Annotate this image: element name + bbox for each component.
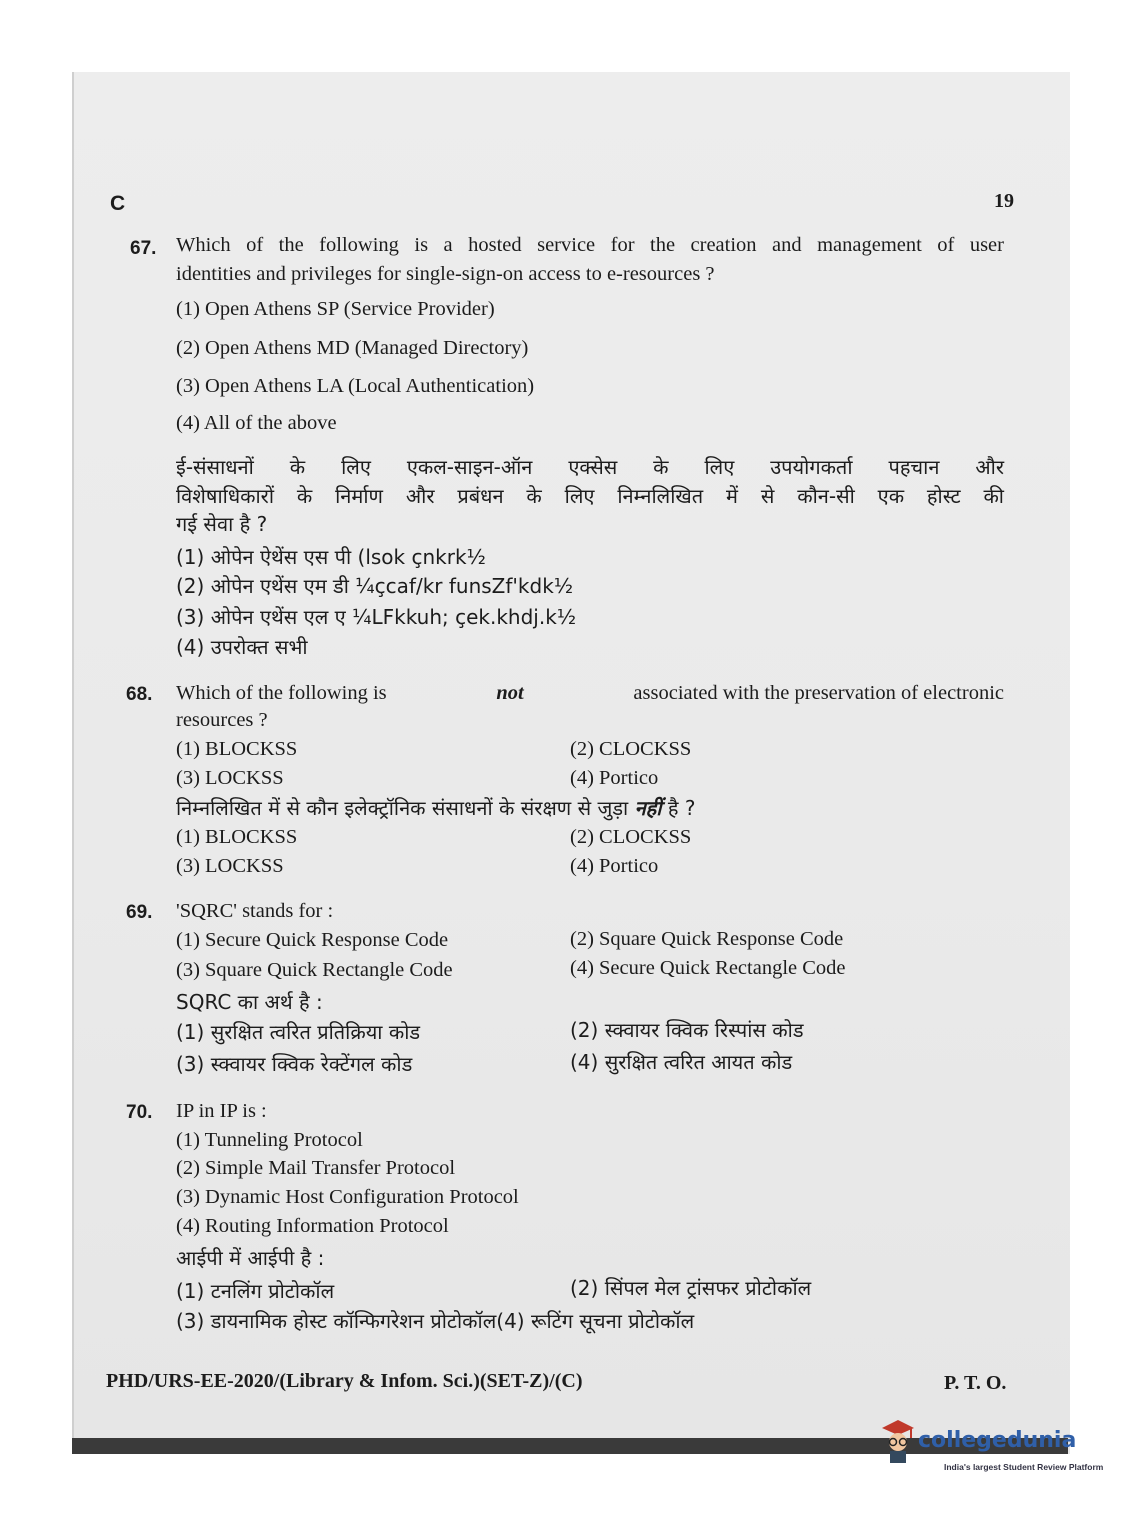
brand-tagline: India's largest Student Review Platform (944, 1462, 1104, 1472)
q69-option-4: (4) Secure Quick Rectangle Code (570, 957, 846, 979)
q68-option-4: (4) Portico (570, 767, 659, 789)
q70-hindi-option-3: (3) डायनामिक होस्ट कॉन्फिगरेशन प्रोटोकॉल(4) रूटिंग सूचना प्रोटोकॉल (176, 1309, 695, 1333)
q67-hindi-line3: गई सेवा है ? (176, 512, 268, 536)
q70-option-1: (1) Tunneling Protocol (176, 1129, 363, 1151)
question-number-70: 70. (126, 1102, 153, 1123)
q70-option-3: (3) Dynamic Host Configuration Protocol (176, 1186, 519, 1208)
q68-hindi-option-2: (2) CLOCKSS (570, 826, 692, 848)
q69-hindi-option-3: (3) स्क्वायर क्विक रेक्टेंगल कोड (176, 1052, 413, 1076)
q68-hindi-option-4: (4) Portico (570, 855, 659, 877)
q68-hindi-option-1: (1) BLOCKSS (176, 826, 298, 848)
q69-hindi-option-2: (2) स्क्वायर क्विक रिस्पांस कोड (570, 1018, 804, 1042)
set-label: C (110, 192, 126, 215)
q68-text-a: Which of the following is (176, 682, 387, 704)
q67-text-line1: Which of the following is a hosted service for the creation and management of user (176, 234, 1004, 256)
q68-option-2: (2) CLOCKSS (570, 738, 692, 760)
q68-text-b: associated with the preservation of electronic (633, 682, 1004, 704)
q68-hindi-line1 (176, 794, 695, 821)
q69-option-1: (1) Secure Quick Response Code (176, 929, 449, 951)
q68-hindi-a: निम्नलिखित में से कौन इलेक्ट्रॉनिक संसाधनों के संरक्षण से जुड़ा (176, 796, 629, 820)
q69-hindi-line1: SQRC का अर्थ है : (176, 990, 323, 1014)
brand-logo-text: collegedunia (918, 1428, 1077, 1453)
question-number-69: 69. (126, 902, 153, 923)
q69-option-2: (2) Square Quick Response Code (570, 928, 844, 950)
q67-hindi-line1: ई-संसाधनों के लिए एकल-साइन-ऑन एक्सेस के लिए उपयोगकर्ता पहचान और (176, 455, 1004, 479)
q67-option-4: (4) All of the above (176, 412, 337, 434)
pto-label: P. T. O. (944, 1372, 1007, 1394)
q68-option-1: (1) BLOCKSS (176, 738, 298, 760)
page-number: 19 (994, 190, 1014, 212)
q70-text-line1: IP in IP is : (176, 1100, 267, 1122)
question-number-67: 67. (130, 238, 157, 259)
q67-hindi-option-3: (3) ओपेन एथेंस एल ए ¼LFkkuh; çek.khdj.k½ (176, 605, 577, 629)
paper-code: PHD/URS-EE-2020/(Library & Infom. Sci.)(SET-Z)/(C) (106, 1370, 583, 1392)
q69-text-line1: 'SQRC' stands for : (176, 900, 334, 922)
q67-option-1: (1) Open Athens SP (Service Provider) (176, 298, 495, 320)
q70-hindi-option-2: (2) सिंपल मेल ट्रांसफर प्रोटोकॉल (570, 1276, 812, 1300)
student-mascot-icon (880, 1418, 916, 1468)
q69-option-3: (3) Square Quick Rectangle Code (176, 959, 453, 981)
q68-hindi-b: है ? (667, 796, 696, 820)
q68-hindi-emphasis: नहीं (634, 796, 662, 820)
q68-text-emphasis: not (496, 682, 524, 704)
question-number-68: 68. (126, 684, 153, 705)
q69-hindi-option-4: (4) सुरक्षित त्वरित आयत कोड (570, 1050, 793, 1074)
q70-option-4: (4) Routing Information Protocol (176, 1215, 449, 1237)
q70-hindi-line1: आईपी में आईपी है : (176, 1246, 325, 1270)
q67-hindi-option-1: (1) ओपेन ऐथेंस एस पी (lsok çnkrk½ (176, 545, 486, 569)
q68-text-line2: resources ? (176, 709, 268, 731)
q67-option-3: (3) Open Athens LA (Local Authentication) (176, 375, 535, 397)
q67-option-2: (2) Open Athens MD (Managed Directory) (176, 337, 529, 359)
q67-hindi-option-2: (2) ओपेन एथेंस एम डी ¼çcaf/kr funsZf'kdk½ (176, 574, 574, 598)
q68-option-3: (3) LOCKSS (176, 767, 284, 789)
q70-hindi-option-1: (1) टनलिंग प्रोटोकॉल (176, 1279, 335, 1303)
q67-hindi-line2: विशेषाधिकारों के निर्माण और प्रबंधन के लिए निम्नलिखित में से कौन-सी एक होस्ट की (176, 484, 1004, 508)
q68-hindi-option-3: (3) LOCKSS (176, 855, 284, 877)
q67-text-line2: identities and privileges for single-sign-on access to e-resources ? (176, 263, 715, 285)
q67-hindi-option-4: (4) उपरोक्त सभी (176, 635, 308, 659)
q70-option-2: (2) Simple Mail Transfer Protocol (176, 1157, 456, 1179)
q69-hindi-option-1: (1) सुरक्षित त्वरित प्रतिक्रिया कोड (176, 1020, 421, 1044)
q68-text-line1 (176, 682, 1004, 705)
